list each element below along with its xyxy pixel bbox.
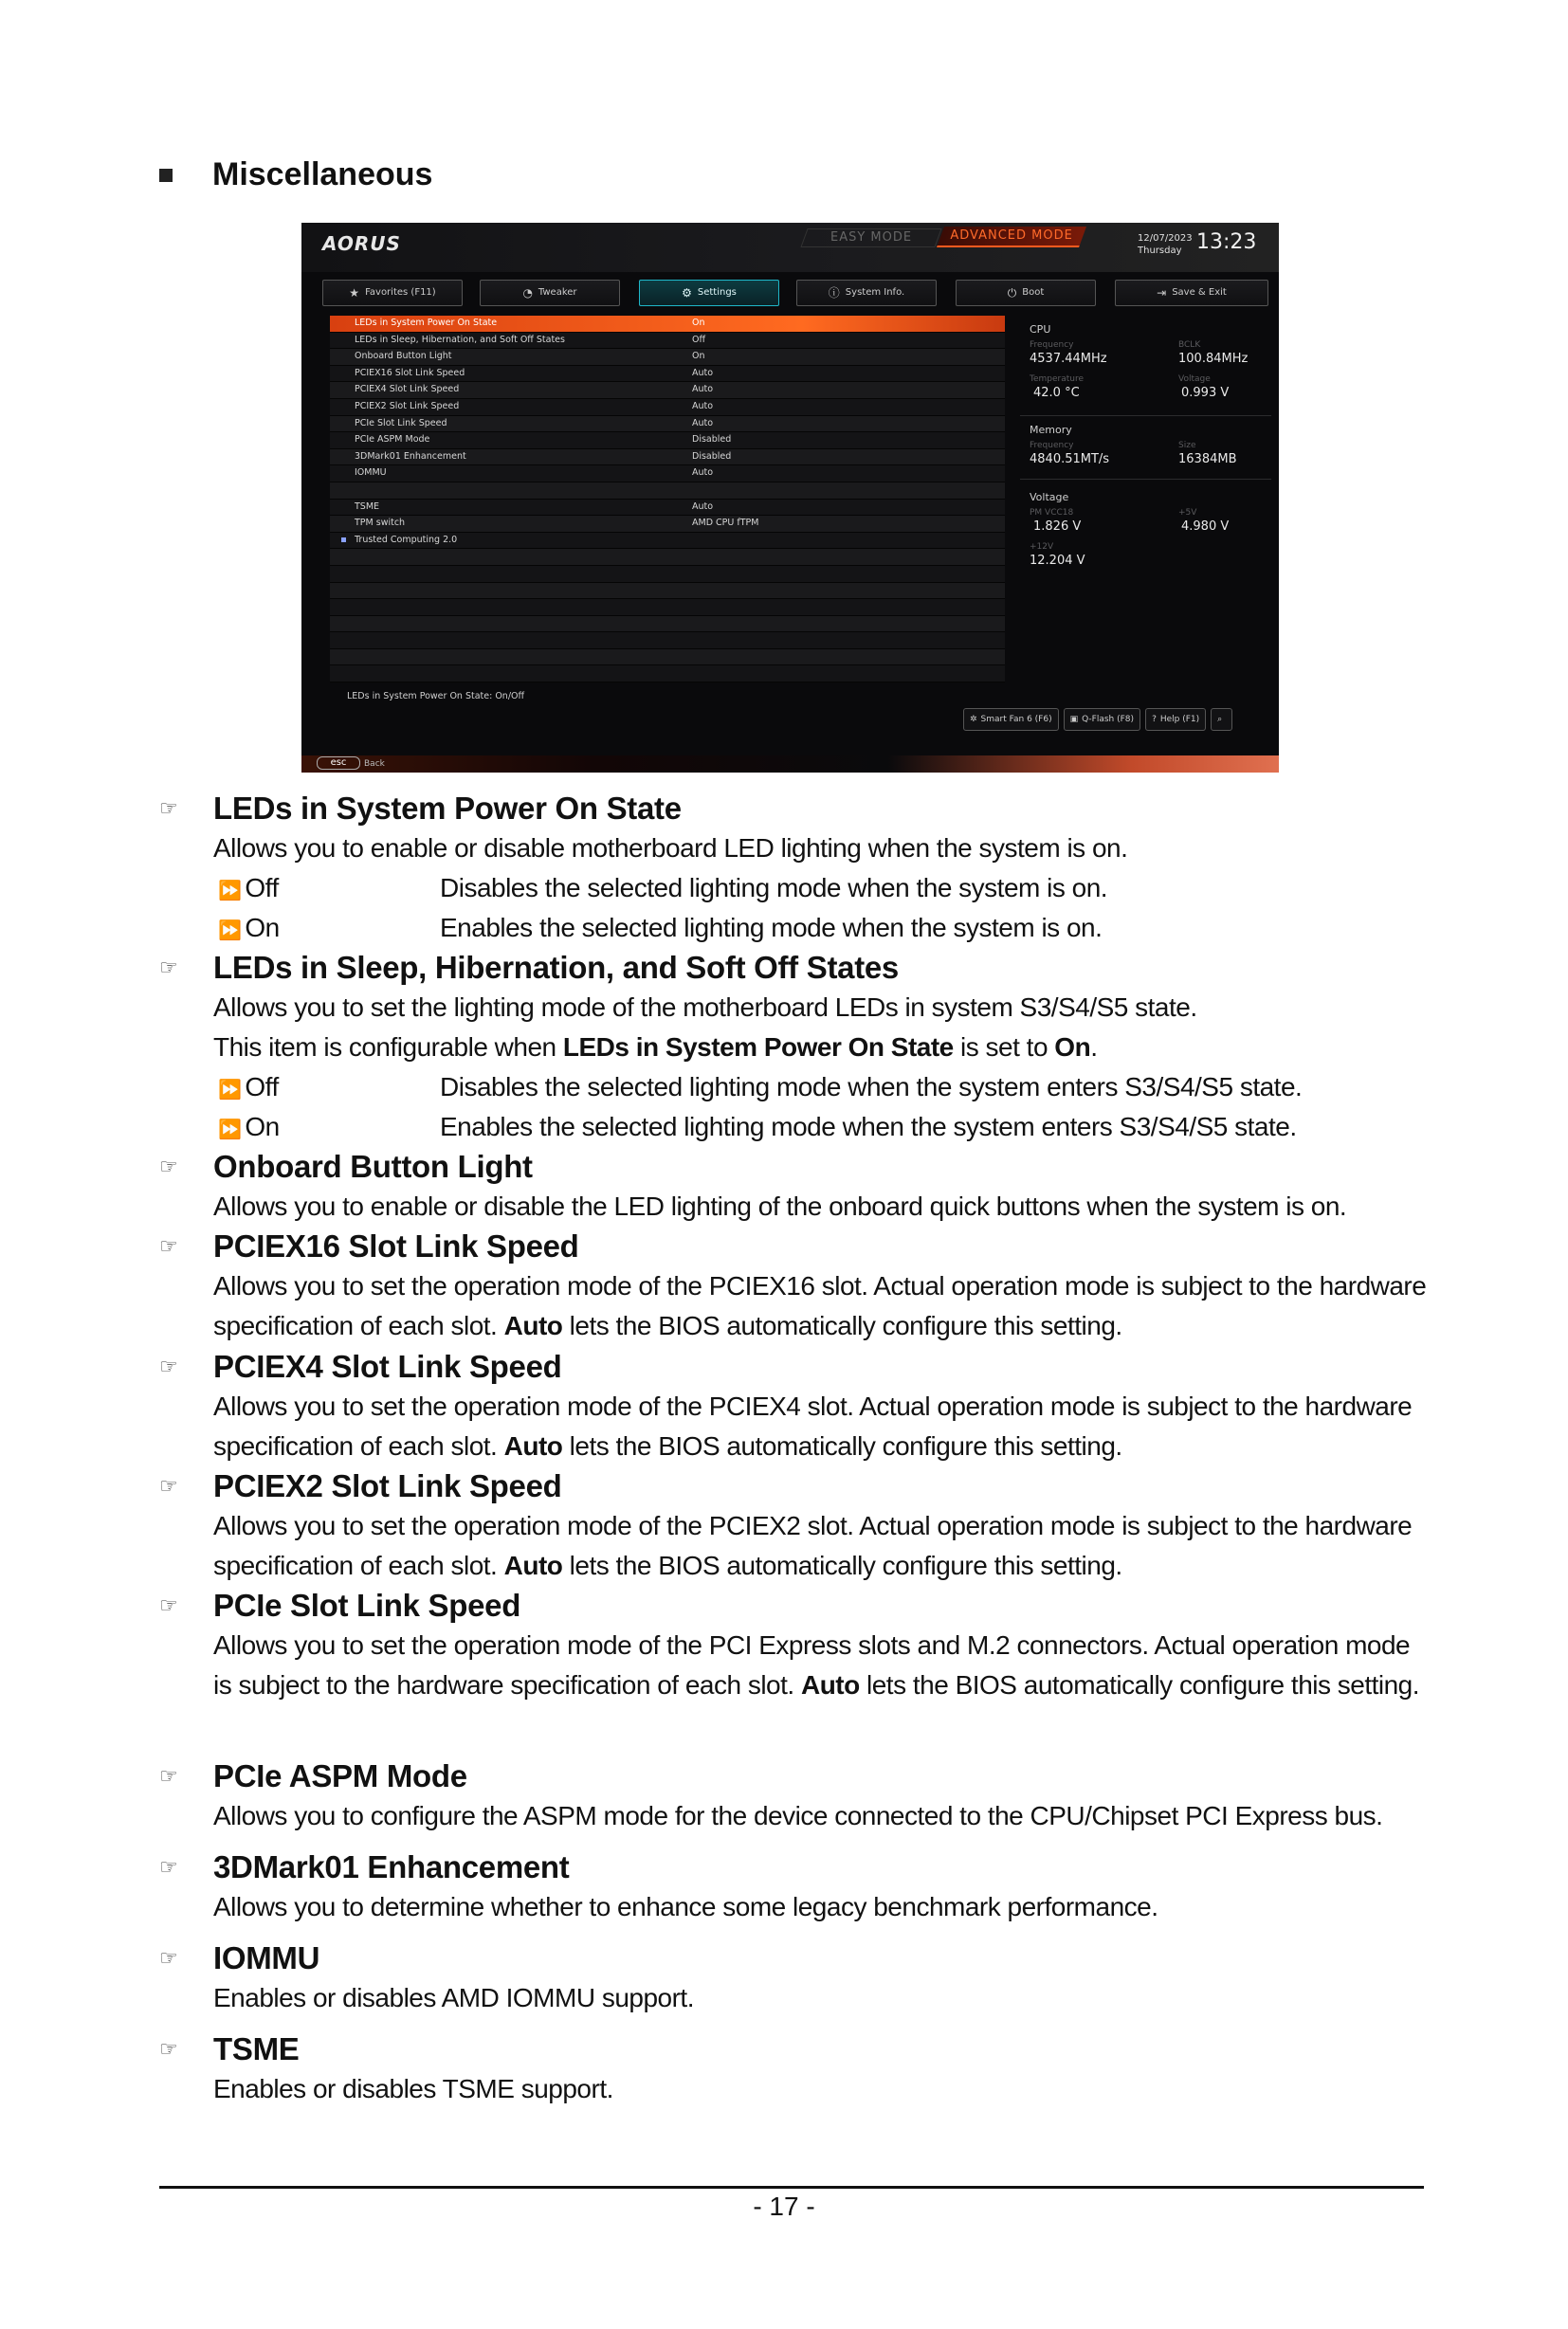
gauge-icon: ◔ bbox=[522, 286, 533, 300]
bios-bottom-bar bbox=[301, 755, 1279, 773]
item-pciex2 bbox=[159, 1466, 1430, 1586]
bios-row-empty bbox=[330, 549, 1005, 566]
option-off: ⏩ Off Disables the selected lighting mode when the system is on. bbox=[218, 873, 1108, 902]
cpu-info-group: CPU Frequency 4537.44MHz BCLK 100.84MHz Temperature 42.0 °C Voltage 0.993 V bbox=[1020, 316, 1271, 416]
item-title: PCIEX2 Slot Link Speed bbox=[213, 1468, 562, 1503]
chip-icon: ▣ bbox=[1069, 715, 1079, 724]
pointing-hand-icon: ☞ bbox=[159, 1764, 178, 1788]
bios-row-empty bbox=[330, 632, 1005, 649]
bios-tabs bbox=[301, 280, 1279, 308]
bios-row[interactable]: LEDs in Sleep, Hibernation, and Soft Off States Off bbox=[330, 333, 1005, 350]
bios-bottom-buttons bbox=[963, 708, 1232, 731]
bios-row[interactable]: IOMMU Auto bbox=[330, 465, 1005, 482]
section-title: Miscellaneous bbox=[212, 156, 433, 192]
bios-row[interactable]: TSME Auto bbox=[330, 500, 1005, 517]
section-heading bbox=[159, 156, 432, 193]
memory-info-group: Memory Frequency 4840.51MT/s Size 16384MB bbox=[1020, 416, 1271, 480]
pointing-hand-icon: ☞ bbox=[159, 1855, 178, 1879]
item-title: LEDs in System Power On State bbox=[213, 791, 682, 826]
bios-settings-list bbox=[330, 316, 1005, 682]
item-description: Allows you to set the operation mode of the PCI Express slots and M.2 connectors. Actual operation mode is subject to the hardware specification of each slot. Auto lets the BIOS automatically configure this setting. bbox=[213, 1630, 1420, 1700]
item-pcie-aspm bbox=[159, 1756, 1430, 1836]
item-iommu bbox=[159, 1938, 1430, 2018]
power-icon: ⏻ bbox=[1007, 286, 1017, 300]
option-on: ⏩ On Enables the selected lighting mode when the system is on. bbox=[218, 913, 1103, 942]
help-button[interactable]: ? Help (F1) bbox=[1145, 708, 1206, 731]
search-button[interactable] bbox=[1211, 708, 1232, 731]
item-description: Allows you to set the operation mode of the PCIEX4 slot. Actual operation mode is subject to the hardware specification of each slot. Auto lets the BIOS automatically configure this setting. bbox=[213, 1392, 1413, 1461]
bios-row[interactable]: PCIe ASPM Mode Disabled bbox=[330, 432, 1005, 449]
fan-icon: ✲ bbox=[970, 715, 977, 724]
help-icon: ? bbox=[1152, 715, 1157, 724]
option-off: ⏩ Off Disables the selected lighting mode when the system enters S3/S4/S5 state. bbox=[218, 1072, 1303, 1101]
bios-row[interactable]: TPM switch AMD CPU fTPM bbox=[330, 516, 1005, 533]
pointing-hand-icon: ☞ bbox=[159, 1593, 178, 1617]
pointing-hand-icon: ☞ bbox=[159, 2037, 178, 2061]
bios-row-empty bbox=[330, 665, 1005, 682]
bios-row[interactable]: PCIEX16 Slot Link Speed Auto bbox=[330, 366, 1005, 383]
pointing-hand-icon: ☞ bbox=[159, 1474, 178, 1498]
item-leds-power-on bbox=[159, 789, 1430, 948]
bios-screenshot bbox=[301, 223, 1279, 773]
info-icon: ⓘ bbox=[828, 286, 840, 300]
bios-help-text: LEDs in System Power On State: On/Off bbox=[347, 691, 525, 701]
item-description: Allows you to set the operation mode of the PCIEX2 slot. Actual operation mode is subject to the hardware specification of each slot. Auto lets the BIOS automatically configure this setting. bbox=[213, 1511, 1413, 1580]
bios-row[interactable]: 3DMark01 Enhancement Disabled bbox=[330, 449, 1005, 466]
item-description: Enables or disables TSME support. bbox=[213, 2074, 613, 2103]
footer-rule bbox=[159, 2186, 1424, 2189]
item-description: Allows you to configure the ASPM mode for the device connected to the CPU/Chipset PCI Express bus. bbox=[213, 1801, 1383, 1830]
item-title: PCIEX4 Slot Link Speed bbox=[213, 1349, 562, 1384]
item-title: LEDs in Sleep, Hibernation, and Soft Off States bbox=[213, 950, 899, 985]
item-description: This item is configurable when LEDs in System Power On State is set to On. bbox=[213, 1032, 1098, 1062]
item-pciex16 bbox=[159, 1227, 1430, 1346]
double-arrow-icon: ⏩ bbox=[218, 1119, 242, 1140]
item-3dmark01 bbox=[159, 1847, 1430, 1927]
pointing-hand-icon: ☞ bbox=[159, 1234, 178, 1258]
item-onboard-button-light bbox=[159, 1147, 1430, 1227]
back-label: Back bbox=[364, 759, 385, 769]
item-title: TSME bbox=[213, 2031, 300, 2066]
bios-row[interactable]: Onboard Button Light On bbox=[330, 349, 1005, 366]
item-title: IOMMU bbox=[213, 1940, 320, 1975]
submenu-bullet-icon bbox=[341, 537, 346, 542]
bios-row-empty bbox=[330, 616, 1005, 633]
star-icon: ★ bbox=[349, 286, 360, 300]
bios-row-empty bbox=[330, 583, 1005, 600]
double-arrow-icon: ⏩ bbox=[218, 881, 242, 901]
item-description: Enables or disables AMD IOMMU support. bbox=[213, 1983, 694, 2012]
item-title: PCIe Slot Link Speed bbox=[213, 1588, 521, 1623]
bios-row[interactable]: PCIEX2 Slot Link Speed Auto bbox=[330, 399, 1005, 416]
search-icon: ⌕ bbox=[1217, 715, 1223, 724]
esc-button[interactable]: esc bbox=[317, 756, 360, 770]
bios-info-panel bbox=[1020, 316, 1271, 647]
easy-mode-tab[interactable]: EASY MODE bbox=[800, 228, 941, 247]
item-title: Onboard Button Light bbox=[213, 1149, 533, 1184]
bios-date: 12/07/2023 Thursday bbox=[1138, 233, 1193, 256]
pointing-hand-icon: ☞ bbox=[159, 955, 178, 979]
tab-tweaker[interactable]: ◔ Tweaker bbox=[480, 280, 620, 306]
item-description: Allows you to determine whether to enhance some legacy benchmark performance. bbox=[213, 1892, 1158, 1921]
tab-settings[interactable]: ⚙ Settings bbox=[639, 280, 779, 306]
item-description: Allows you to enable or disable the LED lighting of the onboard quick buttons when the system is on. bbox=[213, 1192, 1347, 1221]
bios-row-empty bbox=[330, 649, 1005, 666]
advanced-mode-tab[interactable]: ADVANCED MODE bbox=[937, 227, 1086, 247]
item-pcie-slot bbox=[159, 1586, 1430, 1705]
pointing-hand-icon: ☞ bbox=[159, 1946, 178, 1970]
bios-topbar bbox=[301, 223, 1279, 272]
tab-system-info[interactable]: ⓘ System Info. bbox=[796, 280, 937, 306]
bios-row-submenu[interactable]: Trusted Computing 2.0 bbox=[330, 533, 1005, 550]
item-description: Allows you to set the operation mode of the PCIEX16 slot. Actual operation mode is subject to the hardware specification of each slot. Auto lets the BIOS automatically configure this setting. bbox=[213, 1271, 1427, 1340]
square-bullet-icon bbox=[159, 169, 173, 182]
pointing-hand-icon: ☞ bbox=[159, 1355, 178, 1378]
aorus-logo: AORUS bbox=[322, 232, 401, 255]
bios-row-empty bbox=[330, 482, 1005, 500]
q-flash-button[interactable]: ▣ Q-Flash (F8) bbox=[1064, 708, 1140, 731]
gear-icon: ⚙ bbox=[682, 286, 692, 300]
bios-row[interactable]: PCIe Slot Link Speed Auto bbox=[330, 416, 1005, 433]
double-arrow-icon: ⏩ bbox=[218, 920, 242, 941]
item-pciex4 bbox=[159, 1347, 1430, 1466]
bios-row[interactable]: LEDs in System Power On State On bbox=[330, 316, 1005, 333]
double-arrow-icon: ⏩ bbox=[218, 1080, 242, 1101]
pointing-hand-icon: ☞ bbox=[159, 796, 178, 820]
tab-favorites[interactable]: ★ Favorites (F11) bbox=[322, 280, 463, 306]
tab-boot[interactable]: ⏻ Boot bbox=[956, 280, 1096, 306]
item-tsme bbox=[159, 2029, 1430, 2109]
smart-fan-button[interactable]: ✲ Smart Fan 6 (F6) bbox=[963, 708, 1059, 731]
item-description: Allows you to enable or disable motherboard LED lighting when the system is on. bbox=[213, 833, 1128, 863]
item-title: PCIEX16 Slot Link Speed bbox=[213, 1228, 579, 1264]
exit-icon: ⇥ bbox=[1157, 286, 1167, 300]
item-title: PCIe ASPM Mode bbox=[213, 1758, 467, 1793]
page-number: - 17 - bbox=[753, 2192, 815, 2221]
item-leds-sleep bbox=[159, 948, 1430, 1147]
bios-row[interactable]: PCIEX4 Slot Link Speed Auto bbox=[330, 382, 1005, 399]
bios-time: 13:23 bbox=[1196, 230, 1257, 254]
option-on: ⏩ On Enables the selected lighting mode when the system enters S3/S4/S5 state. bbox=[218, 1112, 1297, 1141]
voltage-info-group: Voltage PM VCC18 1.826 V +5V 4.980 V +12V 12.204 V bbox=[1030, 491, 1230, 568]
pointing-hand-icon: ☞ bbox=[159, 1155, 178, 1178]
tab-save-exit[interactable]: ⇥ Save & Exit bbox=[1115, 280, 1268, 306]
bios-row-empty bbox=[330, 599, 1005, 616]
item-title: 3DMark01 Enhancement bbox=[213, 1849, 570, 1884]
bios-row-empty bbox=[330, 566, 1005, 583]
item-description: Allows you to set the lighting mode of the motherboard LEDs in system S3/S4/S5 state. bbox=[213, 992, 1197, 1022]
